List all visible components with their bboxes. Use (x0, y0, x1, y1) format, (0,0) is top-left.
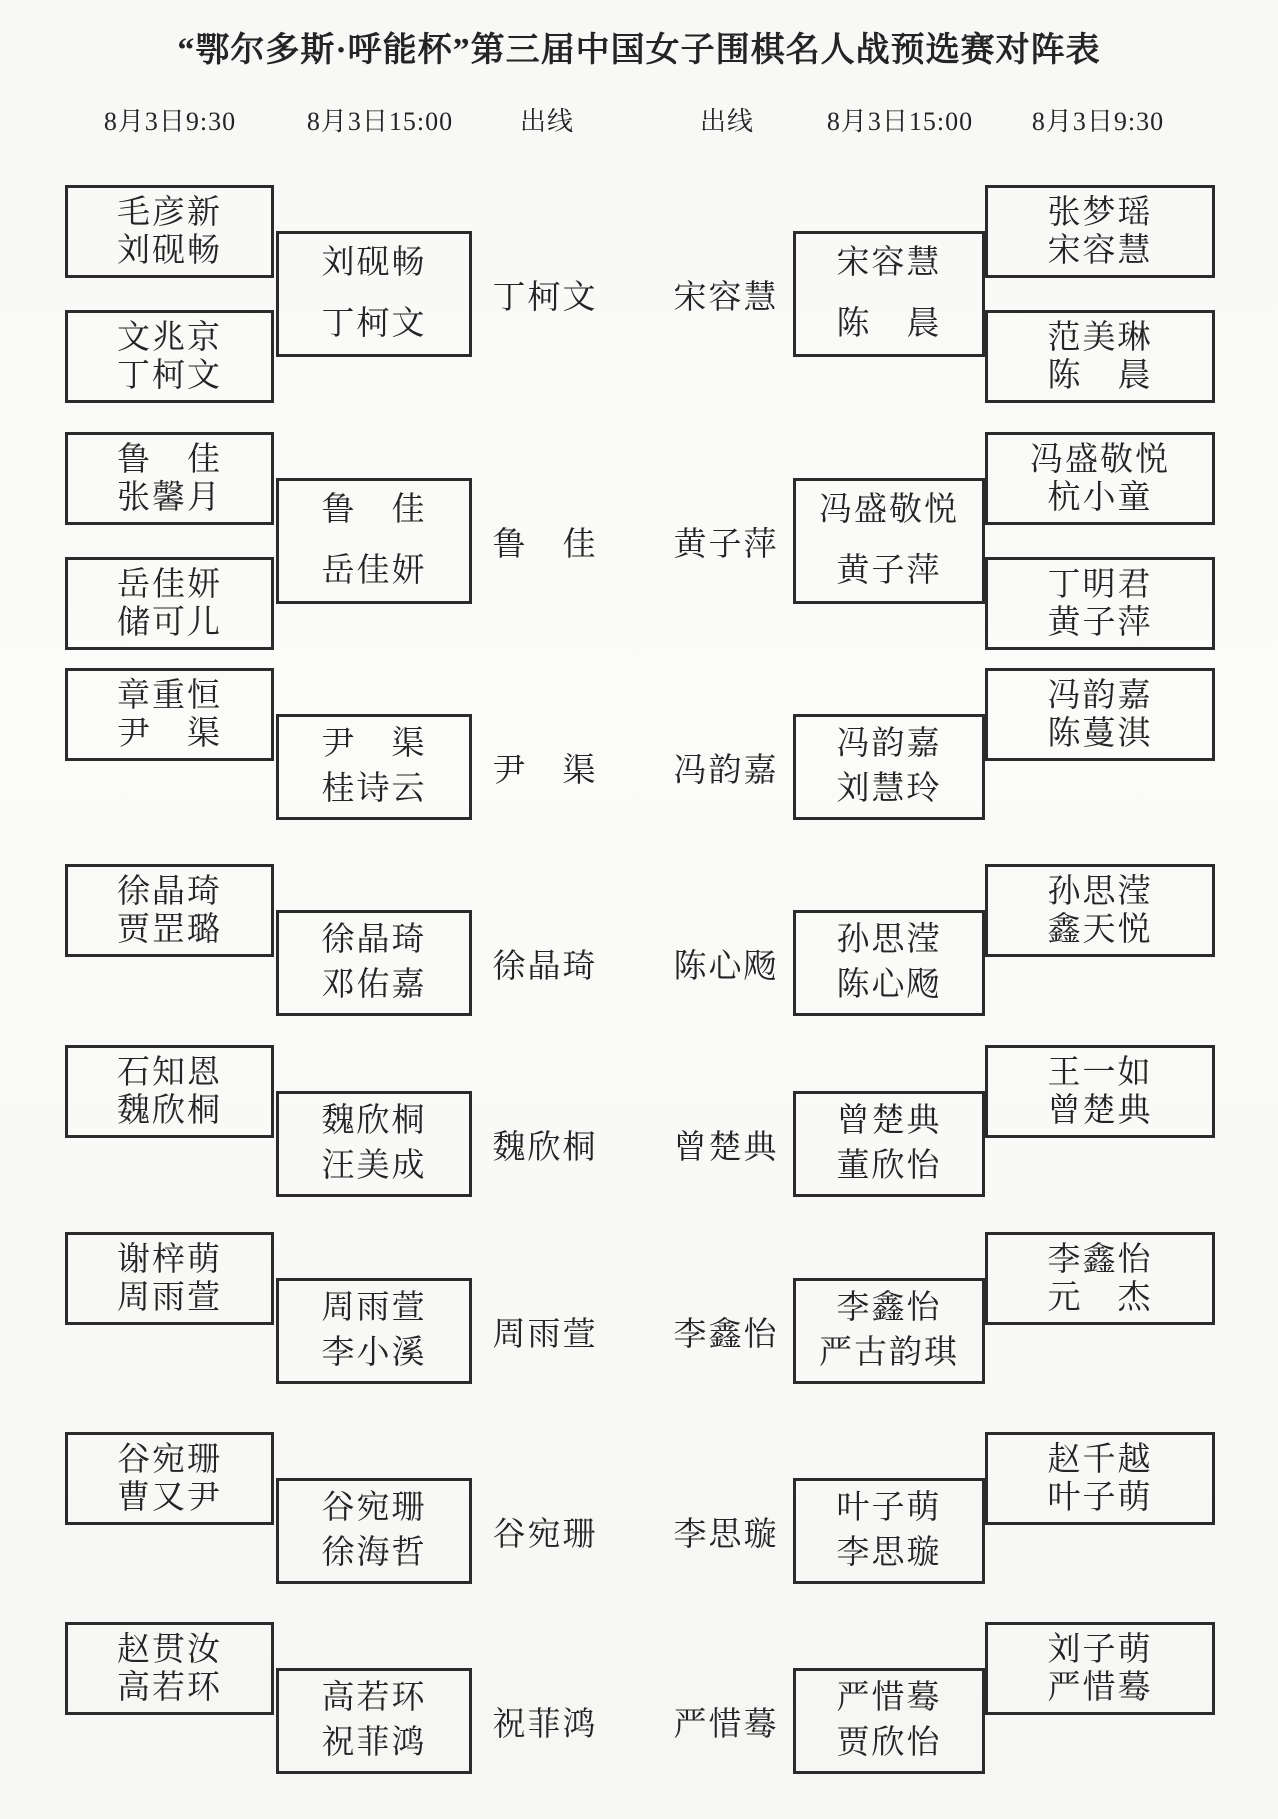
round1-pair-box (985, 557, 1215, 650)
player-name: 鑫天悦 (1047, 912, 1153, 948)
page-title: “鄂尔多斯·呼能杯”第三届中国女子围棋名人战预选赛对阵表 (177, 32, 1101, 69)
player-name: 叶子萌 (1047, 1480, 1153, 1516)
round1-pair-box (985, 1045, 1215, 1138)
player-name: 冯盛敬悦 (1030, 442, 1170, 478)
player-name: 赵千越 (1047, 1442, 1153, 1478)
round1-pair-box (985, 864, 1215, 957)
player-name: 岳佳妍 (321, 553, 427, 589)
player-name: 宋容慧 (1047, 233, 1153, 269)
round1-pair-box (65, 557, 274, 650)
player-name: 贾欣怡 (836, 1725, 942, 1761)
round2-match-box (793, 231, 985, 357)
player-name: 李思璇 (836, 1535, 942, 1571)
advancing-player: 陈心飏 (673, 948, 779, 985)
player-name: 冯韵嘉 (1047, 678, 1153, 714)
player-name: 贾罡璐 (117, 912, 222, 948)
round2-match-box (276, 1278, 472, 1384)
advancing-player: 祝菲鸿 (492, 1706, 598, 1743)
player-name: 刘慧玲 (836, 771, 942, 807)
player-name: 丁明君 (1047, 567, 1153, 603)
advancing-player: 李鑫怡 (673, 1316, 779, 1353)
round2-match-box (793, 1091, 985, 1197)
player-name: 鲁 佳 (321, 492, 427, 528)
round2-match-box (276, 478, 472, 604)
player-name: 刘砚畅 (117, 233, 222, 269)
player-name: 李小溪 (321, 1335, 427, 1371)
advancing-player: 李思璇 (673, 1516, 779, 1553)
player-name: 张梦瑶 (1047, 195, 1153, 231)
round1-pair-box (985, 1622, 1215, 1715)
player-name: 徐晶琦 (117, 874, 222, 910)
player-name: 张馨月 (117, 480, 222, 516)
round1-pair-box (65, 1045, 274, 1138)
round1-pair-box (65, 1622, 274, 1715)
round1-pair-box (985, 185, 1215, 278)
player-name: 李鑫怡 (836, 1290, 942, 1326)
round2-match-box (276, 1668, 472, 1774)
player-name: 严古韵琪 (819, 1335, 959, 1371)
player-name: 刘砚畅 (321, 245, 427, 281)
player-name: 叶子萌 (836, 1490, 942, 1526)
player-name: 冯韵嘉 (836, 726, 942, 762)
player-name: 高若环 (117, 1670, 222, 1706)
round2-match-box (276, 231, 472, 357)
advancing-player: 徐晶琦 (492, 948, 598, 985)
round2-match-box (276, 1091, 472, 1197)
round1-pair-box (65, 668, 274, 761)
player-name: 孙思滢 (1047, 874, 1153, 910)
player-name: 陈 晨 (1047, 358, 1153, 394)
player-name: 徐海哲 (321, 1535, 427, 1571)
player-name: 杭小童 (1047, 480, 1153, 516)
round1-pair-box (985, 1432, 1215, 1525)
player-name: 谷宛珊 (321, 1490, 427, 1526)
player-name: 汪美成 (321, 1148, 427, 1184)
round1-pair-box (985, 668, 1215, 761)
round1-pair-box (65, 1232, 274, 1325)
advancing-player: 宋容慧 (673, 279, 779, 316)
player-name: 宋容慧 (836, 245, 942, 281)
player-name: 徐晶琦 (321, 922, 427, 958)
player-name: 尹 渠 (321, 726, 427, 762)
player-name: 岳佳妍 (117, 567, 222, 603)
player-name: 冯盛敬悦 (819, 492, 959, 528)
player-name: 董欣怡 (836, 1148, 942, 1184)
header-left-round2-time: 8月3日15:00 (306, 107, 454, 136)
header-left-advance: 出线 (519, 107, 575, 136)
player-name: 陈 晨 (836, 306, 942, 342)
round1-pair-box (985, 432, 1215, 525)
player-name: 魏欣桐 (321, 1103, 427, 1139)
header-right-advance: 出线 (699, 107, 755, 136)
round2-match-box (793, 1668, 985, 1774)
advancing-player: 谷宛珊 (492, 1516, 598, 1553)
advancing-player: 鲁 佳 (492, 526, 598, 563)
round2-match-box (793, 714, 985, 820)
advancing-player: 丁柯文 (492, 279, 598, 316)
header-right-round1-time: 8月3日9:30 (1031, 107, 1165, 136)
round2-match-box (276, 910, 472, 1016)
round1-pair-box (65, 185, 274, 278)
player-name: 魏欣桐 (117, 1093, 222, 1129)
advancing-player: 魏欣桐 (492, 1129, 598, 1166)
player-name: 毛彦新 (117, 195, 222, 231)
player-name: 陈蔓淇 (1047, 716, 1153, 752)
player-name: 陈心飏 (836, 967, 942, 1003)
player-name: 尹 渠 (117, 716, 222, 752)
player-name: 严惜蓦 (836, 1680, 942, 1716)
player-name: 桂诗云 (321, 771, 427, 807)
player-name: 文兆京 (117, 320, 222, 356)
player-name: 王一如 (1047, 1055, 1153, 1091)
player-name: 元 杰 (1047, 1280, 1153, 1316)
player-name: 章重恒 (117, 678, 222, 714)
player-name: 丁柯文 (117, 358, 222, 394)
player-name: 谢梓萌 (117, 1242, 222, 1278)
round1-pair-box (65, 310, 274, 403)
round2-match-box (276, 1478, 472, 1584)
player-name: 邓佑嘉 (321, 967, 427, 1003)
round2-match-box (793, 478, 985, 604)
player-name: 曾楚典 (836, 1103, 942, 1139)
advancing-player: 冯韵嘉 (673, 752, 779, 789)
advancing-player: 黄子萍 (673, 526, 779, 563)
player-name: 高若环 (321, 1680, 427, 1716)
player-name: 储可儿 (117, 605, 222, 641)
round1-pair-box (985, 310, 1215, 403)
round1-pair-box (65, 1432, 274, 1525)
round1-pair-box (65, 432, 274, 525)
player-name: 鲁 佳 (117, 442, 222, 478)
player-name: 谷宛珊 (117, 1442, 222, 1478)
player-name: 丁柯文 (321, 306, 427, 342)
player-name: 祝菲鸿 (321, 1725, 427, 1761)
player-name: 孙思滢 (836, 922, 942, 958)
advancing-player: 曾楚典 (673, 1129, 779, 1166)
round2-match-box (793, 1278, 985, 1384)
player-name: 周雨萱 (117, 1280, 222, 1316)
player-name: 黄子萍 (836, 553, 942, 589)
round2-match-box (793, 910, 985, 1016)
player-name: 黄子萍 (1047, 605, 1153, 641)
round1-pair-box (985, 1232, 1215, 1325)
player-name: 石知恩 (117, 1055, 222, 1091)
header-left-round1-time: 8月3日9:30 (103, 107, 237, 136)
player-name: 赵贯汝 (117, 1632, 222, 1668)
player-name: 李鑫怡 (1047, 1242, 1153, 1278)
round2-match-box (276, 714, 472, 820)
advancing-player: 尹 渠 (492, 752, 598, 789)
player-name: 刘子萌 (1047, 1632, 1153, 1668)
header-right-round2-time: 8月3日15:00 (826, 107, 974, 136)
player-name: 范美琳 (1047, 320, 1153, 356)
round2-match-box (793, 1478, 985, 1584)
round1-pair-box (65, 864, 274, 957)
advancing-player: 严惜蓦 (673, 1706, 779, 1743)
player-name: 曹又尹 (117, 1480, 222, 1516)
player-name: 严惜蓦 (1047, 1670, 1153, 1706)
advancing-player: 周雨萱 (492, 1316, 598, 1353)
player-name: 曾楚典 (1047, 1093, 1153, 1129)
player-name: 周雨萱 (321, 1290, 427, 1326)
